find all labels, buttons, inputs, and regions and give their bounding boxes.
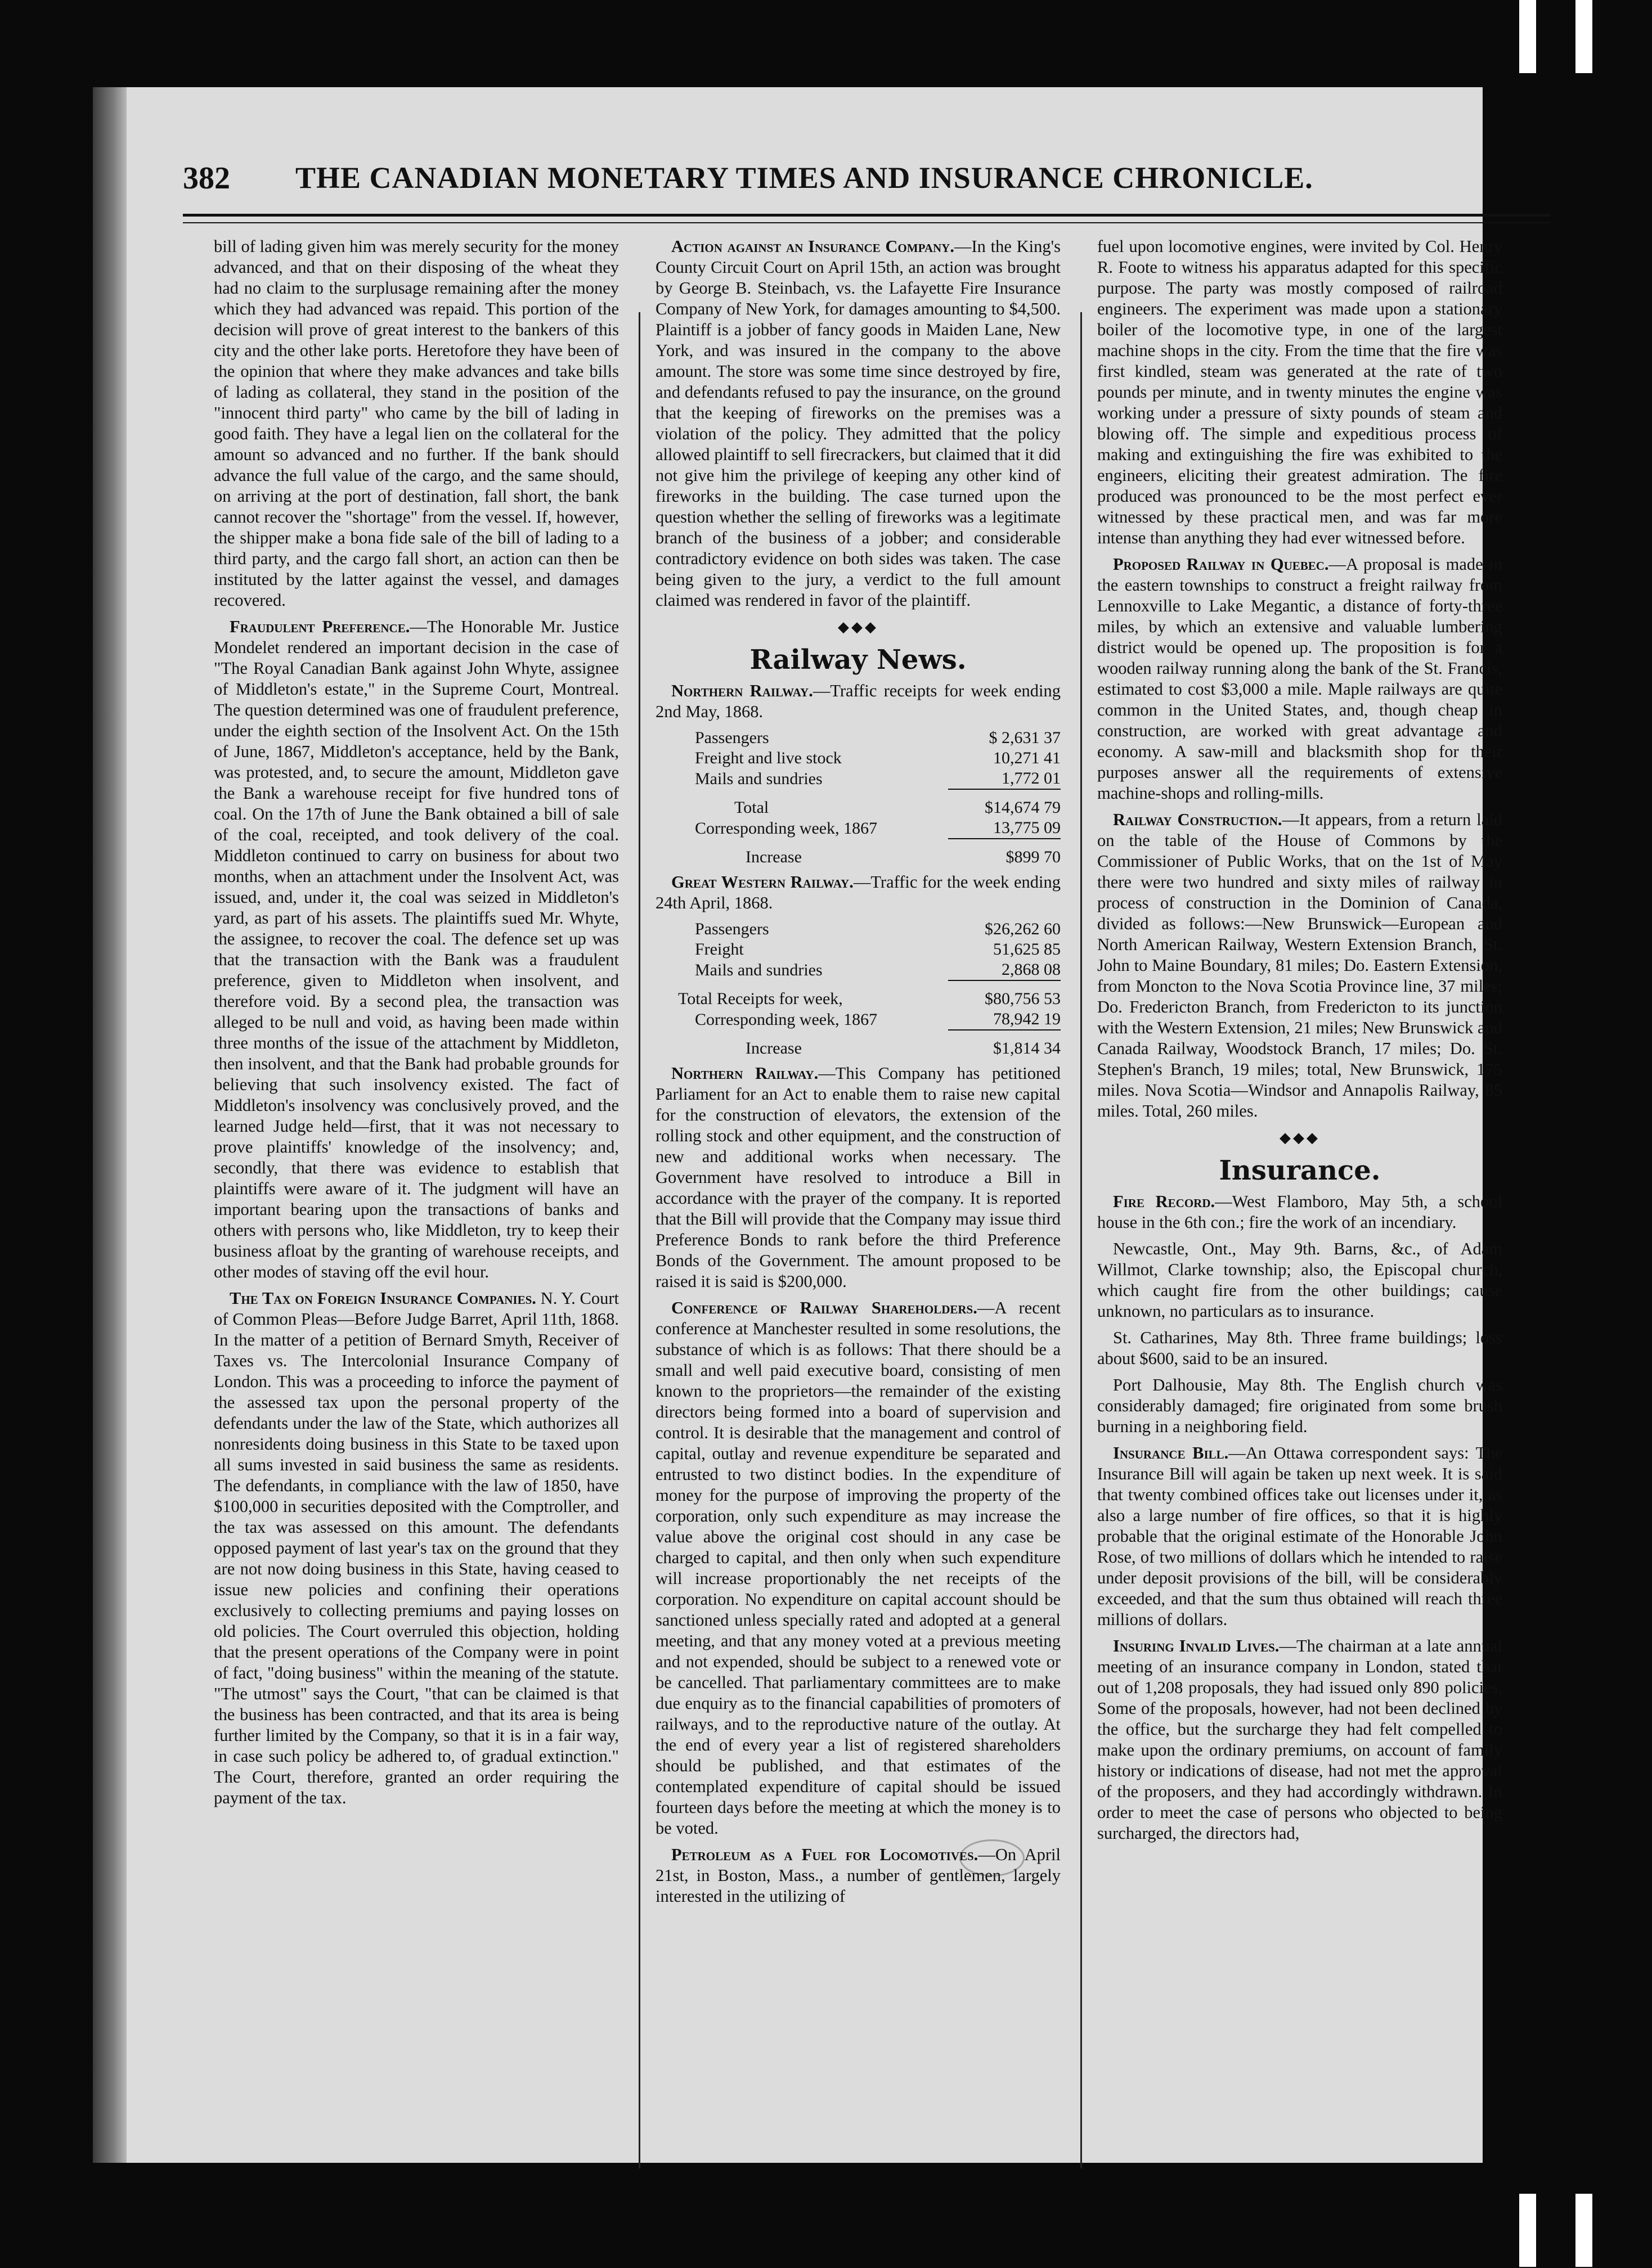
article-heading: Action against an Insurance Company. [671,237,954,256]
page-header [183,160,1505,205]
table-row: Freight 51,625 85 [695,940,1061,958]
film-edge-mark [1519,0,1536,73]
fire-record-entry: Newcastle, Ont., May 9th. Barns, &c., of Adam Willmot, Clarke township; also, the Episcopal church, which caught fire from the other buildings; cause unknown, no particulars as to insurance. [1097,1239,1502,1321]
section-ornament: ◆◆◆ [1280,1130,1320,1146]
film-edge-mark [1519,2194,1536,2267]
article-paragraph: fuel upon locomotive engines, were invited by Col. Henry R. Foote to witness his apparatus adapted for this specific purpose. The party was mostly composed of railroad engineers. The experiment was made upon a stationary boiler of the locomotive type, in one of the largest machine shops in the city. From the time that the fire was first kindled, steam was generated at the rate of two pounds per minute, and in twenty minutes the engine was working under a pressure of sixty pounds of steam and blowing off. The simple and expeditious process of making and extinguishing the fire was exhibited to the engineers, eliciting their greatest admiration. The fire produced was pronounced to be the most perfect ever witnessed by these practical men, and was far more intense than anything they had ever witnessed before. [1097,237,1502,547]
article-fire-record: Fire Record.—West Flamboro, May 5th, a school house in the 6th con.; fire the work of an incendiary. [1097,1192,1502,1232]
article-heading: Railway Construction. [1113,810,1282,829]
article-shareholders-conference: Conference of Railway Shareholders.—A recent conference at Manchester resulted in some resolutions, the substance of which is as follows: That there should be a small and well paid executive board, consisting of men known to the proprietors—the remainder of the existing directors being formed into a board of supervision and control. It is desirable that the management and control of capital, outlay and revenue expenditure be separated and entrusted to two distinct bodies. In the expenditure of money for the purpose of improving the property of the corporation, only such expenditure as may increase the value above the original cost should in any case be charged to capital, and then only when such expenditure will increase proportionably the net receipts of the corporation. No expenditure on capital account should be sanctioned unless specially rated and adopted at a general meeting, and that any money voted at a previous meeting and not expended, should be subject to a renewed vote or be cancelled. That parliamentary committees are to make due enquiry as to the financial capabilities of promoters of railways, and to the reproductive nature of the outlay. At the end of every year a list of registered shareholders should be published, and that estimates of the contemplated expenditure of capital should be issued fourteen days before the meeting at which the money is to be voted. [656,1298,1061,1838]
article-fraudulent-preference: Fraudulent Preference.—The Honorable Mr. Justice Mondelet rendered an important decision in the case of "The Royal Canadian Bank against John Whyte, assignee of Middleton's estate," in the Supreme Court, Montreal. The question determined was one of fraudulent preference, under the eighth section of the Insolvent Act. On the 15th of June, 1867, Middleton's acceptance, held by the Bank, was protested, and, to secure the amount, Middleton gave the Bank a warehouse receipt for five hundred tons of coal. On the 17th of June the Bank obtained a bill of sale of the coal, receipted, and took delivery of the coal. Middleton continued to carry on business for about two months, when an attachment under the Insolvent Act, was issued, and, under it, the coal was seized in Middleton's yard, as part of his assets. The plaintiffs sued Mr. Whyte, the assignee, to recover the coal. The defence set up was that the transaction with the Bank was a fraudulent preference, given to Middleton when insolvent, and therefore void. By a second plea, the transaction was alleged to be null and void, as having been made within three months of the issue of the attachment by Middleton, then insolvent, and that the Bank had probable grounds for believing that such insolvency existed. The fact of Middleton's insolvency was conclusively proved, and the learned Judge held—first, that it was not necessary to prove plaintiffs' knowledge of the insolvency; and, secondly, that there was evidence to establish that plaintiffs were aware of it. The judgment will have an important bearing upon the transactions of banks and others with persons who, like Middleton, try to keep their business afloat by the granting of warehouse receipts, and other modes of staving off the evil hour. [214,617,619,1281]
ink-stamp-mark [959,1839,1025,1876]
film-edge-mark [1575,2194,1592,2267]
table-row: Freight and live stock 10,271 41 [695,749,1061,767]
section-heading-railway-news: Railway News. [749,644,967,676]
article-petroleum-fuel: Petroleum as a Fuel for Locomotives.—On April 21st, in Boston, Mass., a number of gentlemen, largely interested in the utilizing of [656,1845,1061,1906]
article-action-against-insurance: Action against an Insurance Company.—In the King's County Circuit Court on April 15th, an action was brought by George B. Steinbach, vs. the Lafayette Fire Insurance Company of New York, for damages amounting to $4,500. Plaintiff is a jobber of fancy goods in Maiden Lane, New York, and was insured in the company to the above amount. The store was some time since destroyed by fire, and defendants refused to pay the insurance, on the ground that the keeping of fireworks on the premises was a violation of the policy. They admitted that the policy allowed plaintiff to sell firecrackers, but claimed that it did not give him the privilege of keeping any other kind of fireworks in the building. The case turned upon the question whether the selling of fireworks was a legitimate branch of the business of a jobber; and considerable contradictory evidence on both sides was taken. The case being given to the jury, a verdict to the full amount claimed was rendered in favor of the plaintiff. [656,237,1061,610]
page-binding-shadow [93,87,127,2163]
film-edge-mark [1575,0,1592,73]
table-row-total: Total Receipts for week, $80,756 53 [656,980,1061,1009]
newspaper-page [93,87,1502,2163]
article-heading: The Tax on Foreign Insurance Companies. [230,1289,536,1308]
great-western-table [656,919,1061,1059]
article-heading: Fire Record. [1113,1192,1215,1211]
northern-railway-table [656,728,1061,867]
column-1 [214,236,619,1814]
great-western-traffic: Great Western Railway.—Traffic for the week ending 24th April, 1868. [656,872,1061,912]
fire-record-entry: Port Dalhousie, May 8th. The English church was considerably damaged; fire originated from some brush burning in a neighboring field. [1097,1375,1502,1436]
column-3 [1097,236,1502,1850]
column-divider-1 [639,312,640,2168]
article-heading: Proposed Railway in Quebec. [1113,555,1329,574]
article-heading: Insurance Bill. [1113,1443,1229,1462]
northern-railway-traffic: Northern Railway.—Traffic receipts for week ending 2nd May, 1868. [656,681,1061,721]
page-number: 382 [183,161,230,196]
article-heading: Conference of Railway Shareholders. [671,1298,977,1317]
article-heading: Northern Railway. [671,1064,819,1083]
table-row: Passengers $ 2,631 37 [695,728,1061,747]
article-paragraph: bill of lading given him was merely security for the money advanced, and that on their disposing of the wheat they had no claim to the surplusage remaining after the money which they had advanced was repaid. This portion of the decision will prove of great interest to the bankers of this city and the other lake ports. Heretofore they have been of the opinion that where they make advances and take bills of lading as collateral, they stand in the position of the "innocent third party" who came by the bill of lading in good faith. They have a legal lien on the collateral for the amount so advanced and no further. If the bank should advance the full value of the cargo, and the same should, on arriving at the port of destination, fall short, the bank cannot recover the "shortage" from the vessel. If, however, the shipper make a bona fide sale of the bill of lading to a third party, and the cargo fall short, an action can then be instituted by the latter against the vessel, and damages recovered. [214,237,619,610]
article-heading: Fraudulent Preference. [230,617,410,636]
masthead-title: THE CANADIAN MONETARY TIMES AND INSURANCE CHRONICLE. [295,161,1313,195]
table-row-total: Total $14,674 79 [656,789,1061,818]
table-row-corresponding: Corresponding week, 1867 78,942 19 [695,1010,1061,1029]
section-heading-insurance: Insurance. [1219,1155,1381,1186]
section-ornament: ◆◆◆ [838,619,878,635]
table-row-increase: Increase $1,814 34 [656,1030,1061,1059]
table-row: Mails and sundries 1,772 01 [695,769,1061,788]
table-row-corresponding: Corresponding week, 1867 13,775 09 [695,818,1061,838]
article-heading: Petroleum as a Fuel for Locomotives. [671,1845,978,1864]
table-row: Mails and sundries 2,868 08 [695,960,1061,979]
article-northern-railway-capital: Northern Railway.—This Company has petitioned Parliament for an Act to enable them to raise new capital for the construction of elevators, the extension of the rolling stock and other equipment, and the construction of new and additional works when necessary. The Government have resolved to introduce a Bill in accordance with the prayer of the company. It is reported that the Bill will provide that the Company may issue third Preference Bonds to rank before the third Preference Bonds of the Government. The amount proposed to be raised it is said is $200,000. [656,1064,1061,1291]
article-railway-construction: Railway Construction.—It appears, from a return laid on the table of the House of Commons by the Commissioner of Public Works, that on the 1st of May there were two hundred and sixty miles of railway in process of construction in the Dominion of Canada, divided as follows:—New Brunswick—European and North American Railway, Western Extension Branch, St. John to Maine Boundary, 81 miles; Do. Eastern Extension, from Moncton to the Nova Scotia Province line, 37 miles; Do. Fredericton Branch, from Fredericton to its junction with the Western Extension, 21 miles; New Brunswick and Canada Railway, Woodstock Branch, 17 miles; Do. St. Stephen's Branch, 19 miles; total, New Brunswick, 175 miles. Nova Scotia—Windsor and Annapolis Railway, 85 miles. Total, 260 miles. [1097,810,1502,1120]
article-heading: Great Western Railway. [671,872,854,892]
article-insurance-bill: Insurance Bill.—An Ottawa correspondent says: The Insurance Bill will again be taken up next week. It is said that twenty combined offices take out licenses under it, as also a large number of fire offices, so that it is highly probable that the original estimate of the Honorable John Rose, of two millions of dollars which he intended to raise under deposit provisions of the bill, will be considerably exceeded, and that the sum thus obtained will reach three millions of dollars. [1097,1443,1502,1629]
table-row: Passengers $26,262 60 [695,920,1061,938]
article-heading: Insuring Invalid Lives. [1113,1636,1280,1655]
table-row-increase: Increase $899 70 [656,839,1061,867]
article-foreign-insurance-tax: The Tax on Foreign Insurance Companies. N. Y. Court of Common Pleas—Before Judge Barret, April 11th, 1868. In the matter of a petition of Bernard Smyth, Receiver of Taxes vs. The Intercolonial Insurance Company of London. This was a proceeding to inforce the payment of the assessed tax upon the personal property of the defendants under the law of the State, which authorizes all nonresidents doing business in this State to be taxed upon all sums invested in said business the same as residents. The defendants, in compliance with the law of 1850, have $100,000 in securities deposited with the Comptroller, and the tax was assessed on this amount. The defendants opposed payment of last year's tax on the ground that they are not now doing business in this State, having ceased to issue new policies and confining their operations exclusively to collecting premiums and paying losses on old policies. The Court overruled this objection, holding that the present operations of the Company were in point of fact, "doing business" within the meaning of the statute. "The utmost" says the Court, "that can be claimed is that the business has been contracted, and that its area is being further limited by the Company, so that it is in a fair way, in case such policy be adhered to, of gradual extinction." The Court, therefore, granted an order requiring the payment of the tax. [214,1289,619,1807]
header-rule [183,214,1550,223]
fire-record-entry: St. Catharines, May 8th. Three frame buildings; loss about $600, said to be an insured. [1097,1328,1502,1368]
article-invalid-lives: Insuring Invalid Lives.—The chairman at a late annual meeting of an insurance company in London, stated that out of 1,208 proposals, they had issued only 890 policies. Some of the proposals, however, had not been declined by the office, but the surcharge they had felt compelled to make upon the ordinary premiums, on account of family history or indications of disease, had not met the approval of the proposers, and they had accordingly withdrawn. In order to meet the case of persons who objected to being surcharged, the directors had, [1097,1636,1502,1843]
article-quebec-railway: Proposed Railway in Quebec.—A proposal is made in the eastern townships to construct a freight railway from Lennoxville to Lake Megantic, a distance of forty-three miles, by which an extensive and valuable lumbering district would be opened up. The proposition is for a wooden railway running along the bank of the St. Francis, estimated to cost $3,000 a mile. Maple railways are quite common in the United States, and, though cheap in construction, are worked with great advantage and economy. A saw-mill and blacksmith shop for their purposes answer all the requirements of extensive machine-shops and rolling-mills. [1097,555,1502,803]
column-2 [656,236,1061,1912]
column-divider-2 [1080,312,1082,2168]
article-heading: Northern Railway. [671,681,813,700]
